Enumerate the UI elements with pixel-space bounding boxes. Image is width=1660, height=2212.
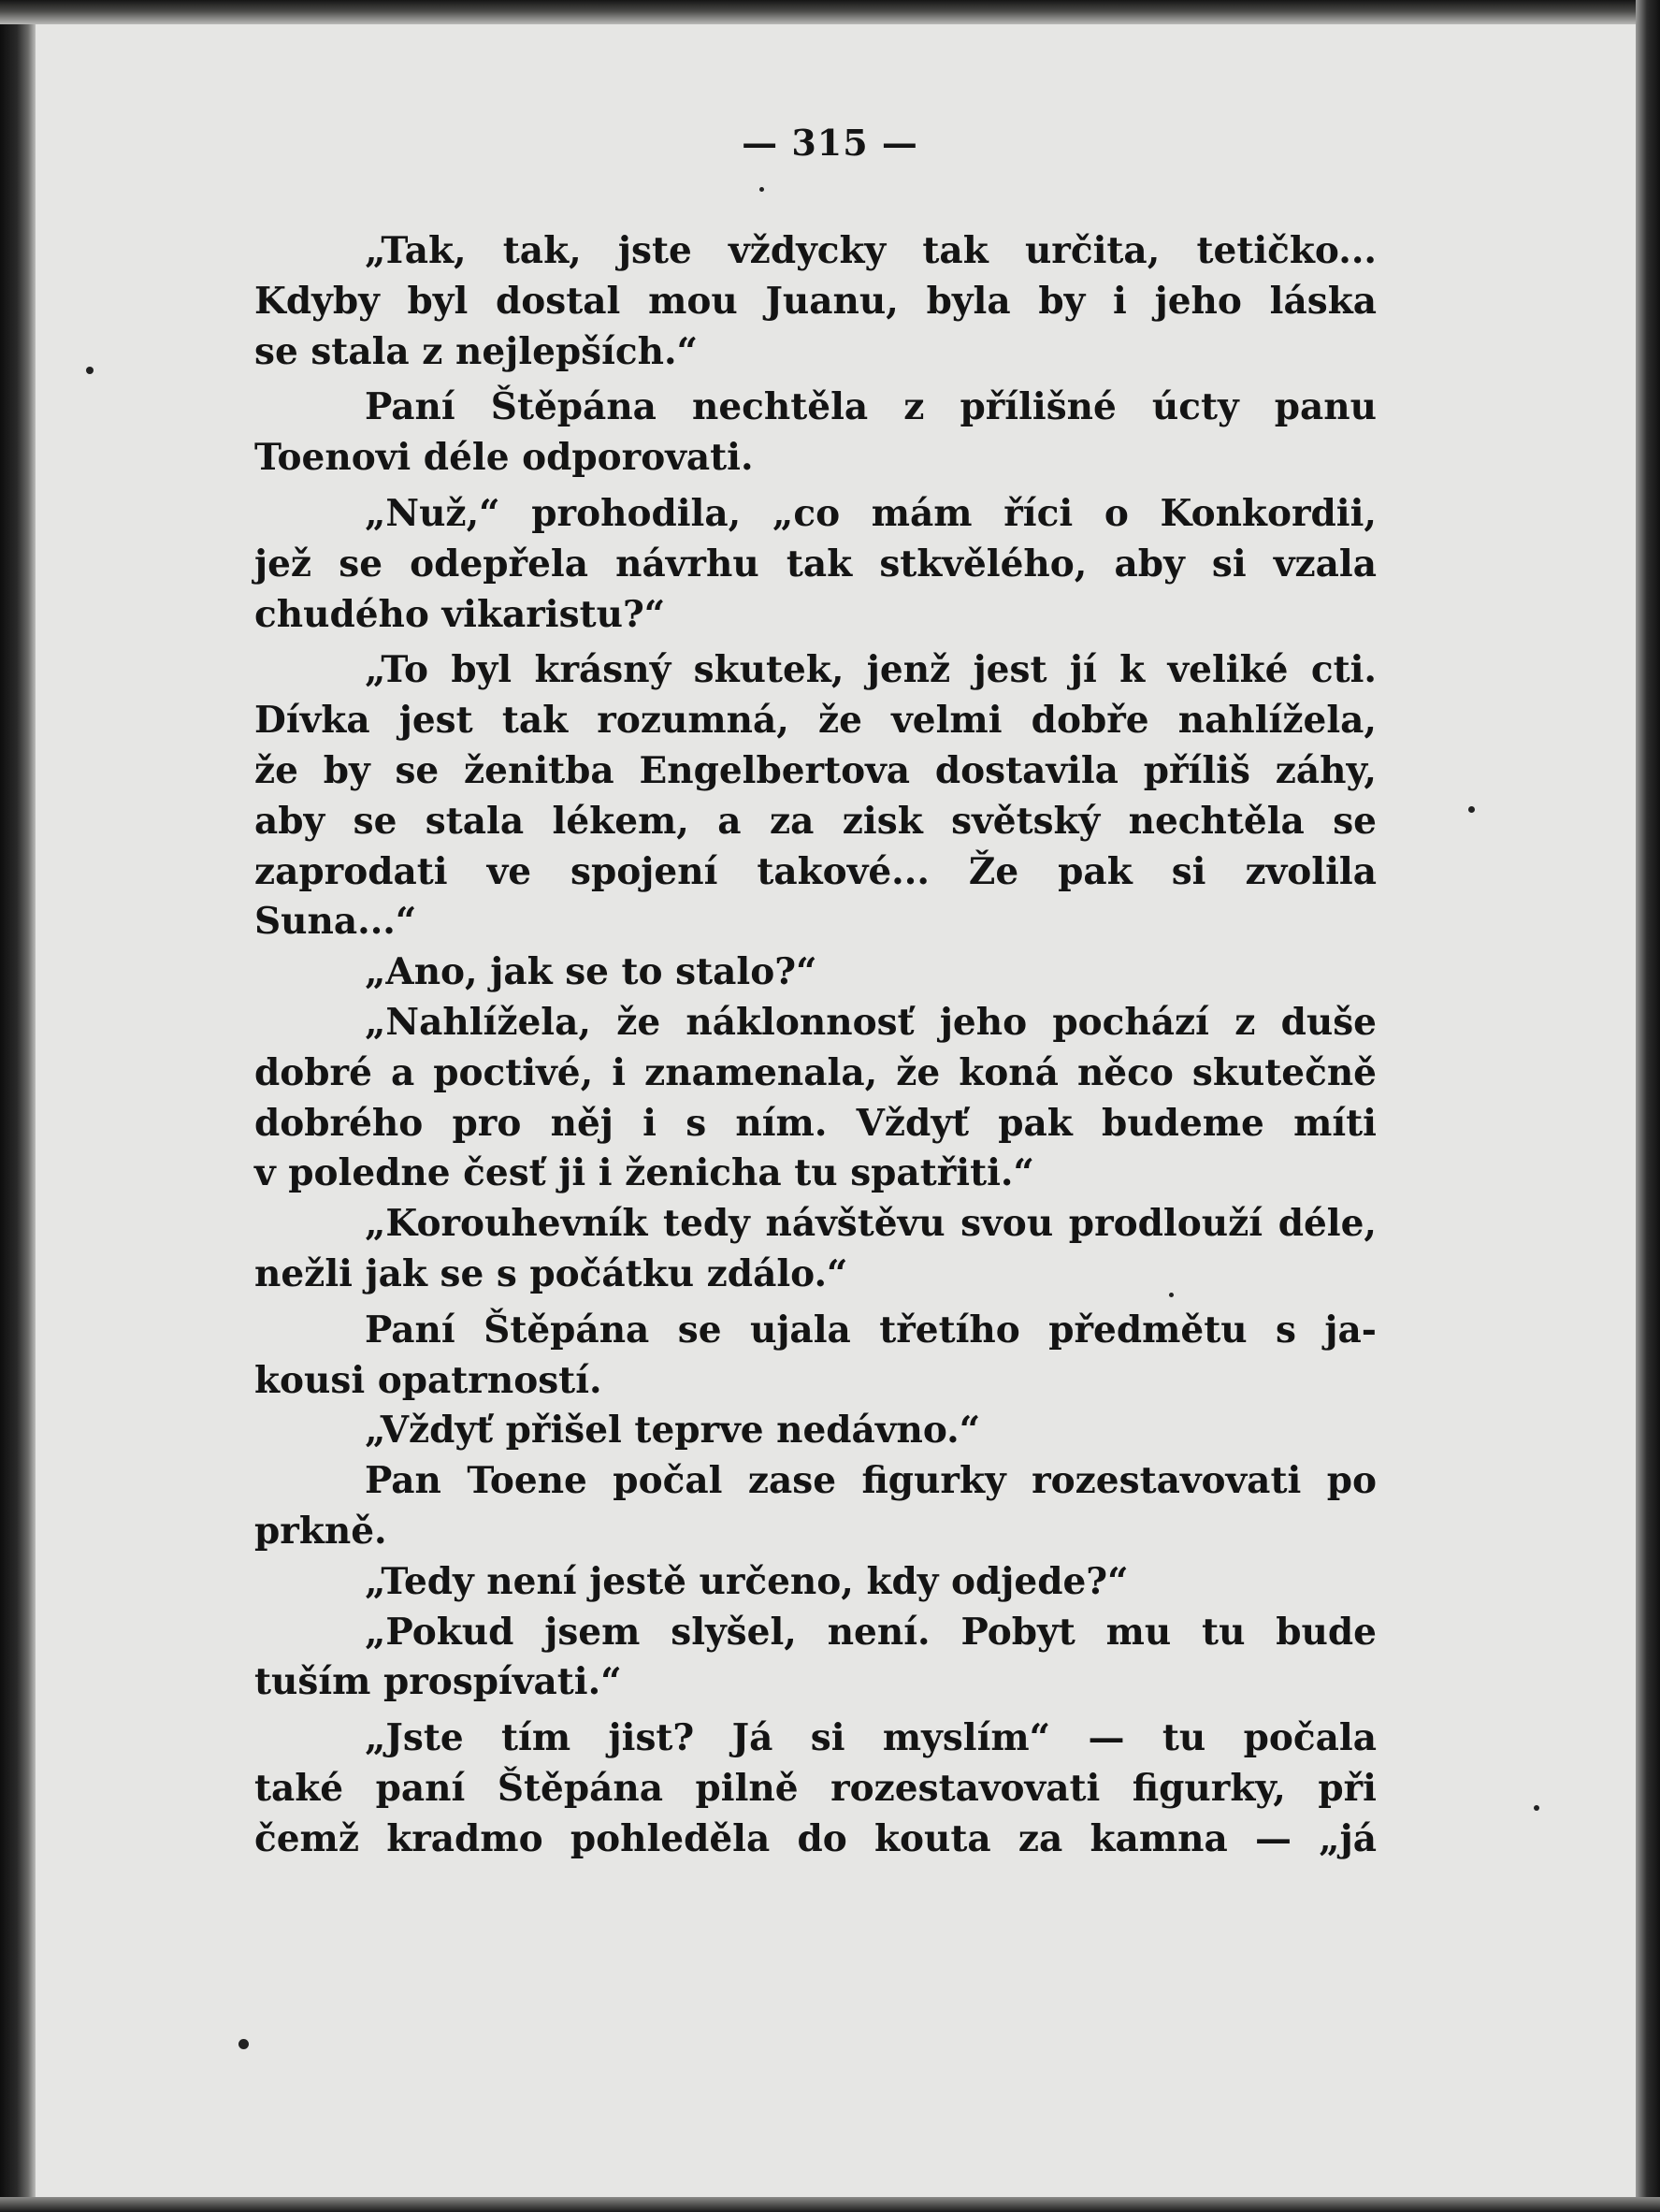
- scan-speck: [86, 367, 94, 374]
- text-line: čemž kradmo pohleděla do kouta za kamna — „já: [254, 1816, 1377, 1860]
- text-line: „Tak, tak, jste vždycky tak určita, tetičko...: [365, 229, 1377, 272]
- text-line: „To byl krásný skutek, jenž jest jí k veliké cti.: [365, 648, 1377, 692]
- scan-edge-top: [0, 0, 1660, 24]
- scan-edge-bottom: [0, 2197, 1660, 2212]
- text-line: jež se odepřela návrhu tak stkvělého, aby si vzala: [254, 542, 1377, 586]
- text-line: chudého vikaristu?“: [254, 592, 666, 636]
- scan-speck: [238, 2039, 249, 2049]
- text-line: Paní Štěpána nechtěla z přílišné úcty panu: [365, 385, 1377, 429]
- text-line: Paní Štěpána se ujala třetího předmětu s ja-: [365, 1308, 1377, 1352]
- text-line: zaprodati ve spojení takové... Že pak si zvolila: [254, 849, 1377, 893]
- text-line: nežli jak se s počátku zdálo.“: [254, 1251, 848, 1295]
- text-line: „Tedy není jestě určeno, kdy odjede?“: [365, 1559, 1129, 1603]
- text-line: aby se stala lékem, a za zisk světský nechtěla se: [254, 799, 1377, 843]
- text-line: že by se ženitba Engelbertova dostavila příliš záhy,: [254, 748, 1377, 792]
- text-line: „Pokud jsem slyšel, není. Pobyt mu tu bude: [365, 1610, 1377, 1654]
- scan-speck: [1468, 806, 1475, 813]
- text-line: kousi opatrností.: [254, 1358, 602, 1402]
- text-line: tuším prospívati.“: [254, 1660, 622, 1704]
- text-line: Pan Toene počal zase figurky rozestavovati po: [365, 1459, 1377, 1503]
- text-line: v poledne česť ji i ženicha tu spatřiti.“: [254, 1151, 1034, 1195]
- text-line: prkně.: [254, 1509, 387, 1553]
- text-line: „Korouhevník tedy návštěvu svou prodlouží déle,: [365, 1202, 1377, 1246]
- text-line: dobré a poctivé, i znamenala, že koná něco skutečně: [254, 1050, 1377, 1094]
- page-number: — 315 —: [742, 122, 918, 164]
- body-text: [254, 226, 1377, 1865]
- text-line: „Nuž,“ prohodila, „co mám říci o Konkordii,: [365, 491, 1377, 535]
- text-line: Dívka jest tak rozumná, že velmi dobře nahlížela,: [254, 699, 1377, 743]
- scan-speck: [1169, 1293, 1174, 1297]
- text-line: „Jste tím jist? Já si myslím“ — tu počala: [365, 1716, 1377, 1760]
- text-line: také paní Štěpána pilně rozestavovati figurky, při: [254, 1766, 1377, 1810]
- text-line: se stala z nejlepších.“: [254, 329, 699, 373]
- scan-speck: [1534, 1805, 1539, 1811]
- text-line: „Nahlížela, že náklonnosť jeho pochází z duše: [365, 1000, 1377, 1044]
- text-line: Toenovi déle odporovati.: [254, 436, 754, 480]
- scan-edge-left: [0, 0, 36, 2212]
- text-line: Kdyby byl dostal mou Juanu, byla by i jeho láska: [254, 279, 1377, 323]
- text-line: „Vždyť přišel teprve nedávno.“: [365, 1409, 981, 1453]
- text-line: Suna...“: [254, 900, 417, 944]
- text-line: dobrého pro něj i s ním. Vždyť pak budeme míti: [254, 1101, 1377, 1145]
- text-line: „Ano, jak se to stalo?“: [365, 950, 817, 994]
- scan-speck: [759, 187, 764, 192]
- scan-edge-right: [1636, 0, 1660, 2212]
